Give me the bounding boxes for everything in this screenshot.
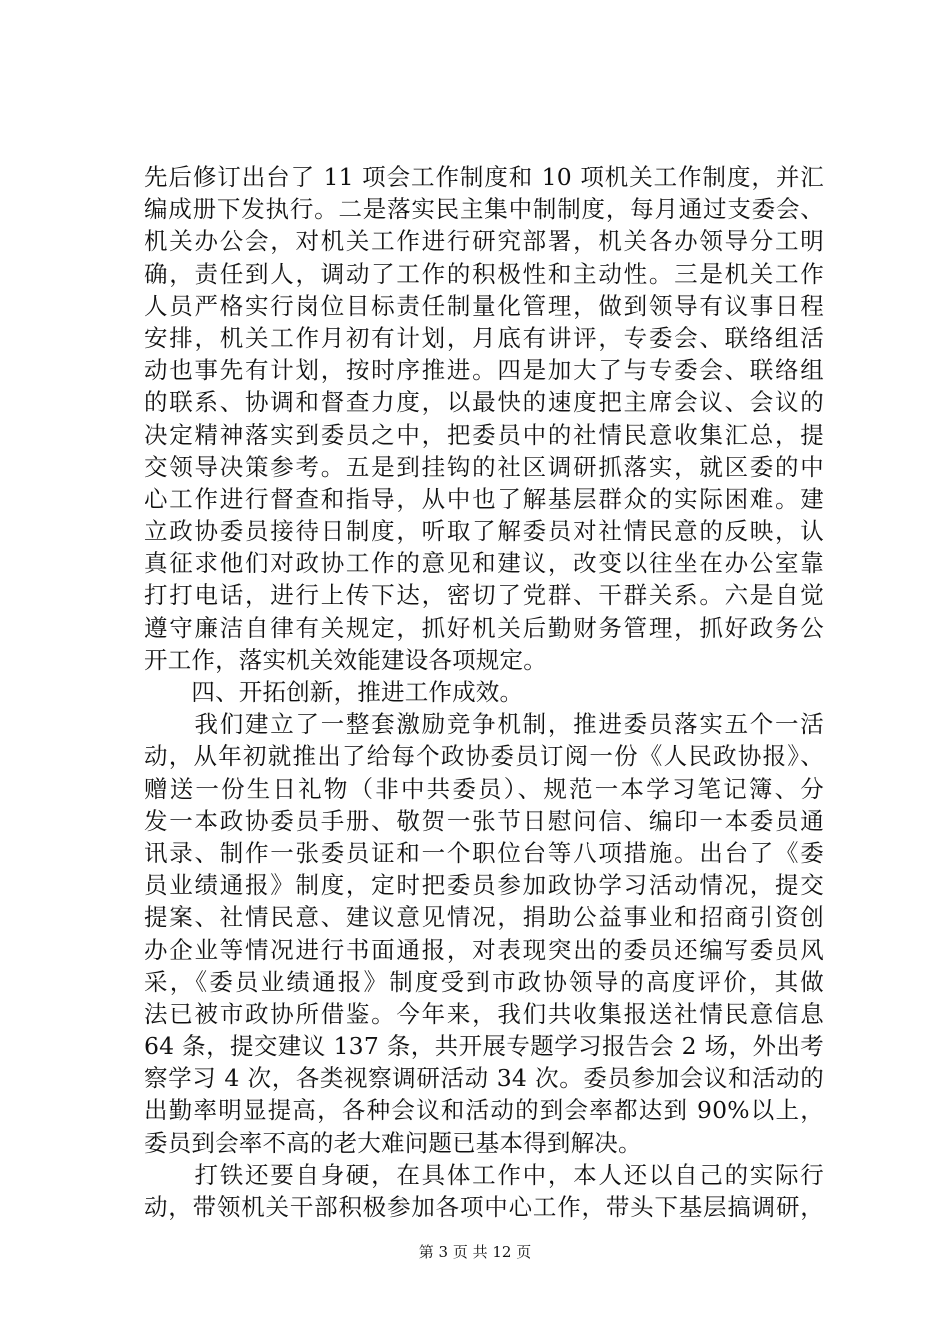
text-line-8: 的联系、协调和督查力度，以最快的速度把主席会议、会议的 (144, 388, 824, 417)
text-line-26: 采，《委员业绩通报》制度受到市政协领导的高度评价，其做 (144, 967, 824, 996)
text-line-30: 出勤率明显提高，各种会议和活动的到会率都达到 90%以上， (144, 1096, 824, 1125)
text-line-5: 人员严格实行岗位目标责任制量化管理，做到领导有议事日程 (144, 291, 824, 320)
text-line-21: 发一本政协委员手册、敬贺一张节日慰问信、编印一本委员通 (144, 806, 824, 835)
text-line-11: 心工作进行督查和指导，从中也了解基层群众的实际困难。建 (144, 484, 824, 513)
text-line-29: 察学习 4 次，各类视察调研活动 34 次。委员参加会议和活动的 (144, 1064, 824, 1093)
text-line-6: 安排，机关工作月初有计划，月底有讲评，专委会、联络组活 (144, 323, 824, 352)
text-line-18: 我们建立了一整套激励竞争机制，推进委员落实五个一活 (144, 710, 824, 739)
text-line-25: 办企业等情况进行书面通报，对表现突出的委员还编写委员风 (144, 935, 824, 964)
text-line-12: 立政协委员接待日制度，听取了解委员对社情民意的反映，认 (144, 517, 824, 546)
text-line-4: 确，责任到人，调动了工作的积极性和主动性。三是机关工作 (144, 259, 824, 288)
section-heading: 四、开拓创新，推进工作成效。 (144, 678, 524, 706)
body-text (144, 161, 824, 1223)
text-line-9: 决定精神落实到委员之中，把委员中的社情民意收集汇总，提 (144, 420, 824, 449)
text-line-22: 讯录、制作一张委员证和一个职位台等八项措施。出台了《委 (144, 838, 824, 867)
text-line-20: 赠送一份生日礼物（非中共委员）、规范一本学习笔记簿、分 (144, 774, 824, 803)
text-line-28: 64 条，提交建议 137 条，共开展专题学习报告会 2 场，外出考 (144, 1032, 824, 1061)
text-line-16: 开工作，落实机关效能建设各项规定。 (144, 645, 547, 674)
text-line-33: 动，带领机关干部积极参加各项中心工作，带头下基层搞调研， (144, 1193, 824, 1221)
text-line-23: 员业绩通报》制度，定时把委员参加政协学习活动情况，提交 (144, 871, 824, 900)
text-line-13: 真征求他们对政协工作的意见和建议，改变以往坐在办公室靠 (144, 549, 824, 578)
text-line-15: 遵守廉洁自律有关规定，抓好机关后勤财务管理，抓好政务公 (144, 613, 824, 642)
text-line-31: 委员到会率不高的老大难问题已基本得到解决。 (144, 1128, 642, 1157)
text-line-7: 动也事先有计划，按时序推进。四是加大了与专委会、联络组 (144, 356, 824, 385)
page-number-footer: 第 3 页 共 12 页 (418, 1243, 532, 1261)
text-line-3: 机关办公会，对机关工作进行研究部署，机关各办领导分工明 (144, 227, 824, 256)
text-line-10: 交领导决策参考。五是到挂钩的社区调研抓落实，就区委的中 (144, 452, 824, 481)
text-line-24: 提案、社情民意、建议意见情况，捐助公益事业和招商引资创 (144, 903, 824, 932)
text-line-14: 打打电话，进行上传下达，密切了党群、干群关系。六是自觉 (144, 581, 824, 610)
text-line-27: 法已被市政协所借鉴。今年来，我们共收集报送社情民意信息 (144, 999, 824, 1028)
text-line-2: 编成册下发执行。二是落实民主集中制制度，每月通过支委会、 (144, 195, 824, 224)
text-line-32: 打铁还要自身硬，在具体工作中，本人还以自己的实际行 (144, 1160, 824, 1189)
text-line-1: 先后修订出台了 11 项会工作制度和 10 项机关工作制度，并汇 (144, 163, 824, 191)
text-line-19: 动，从年初就推出了给每个政协委员订阅一份《人民政协报》、 (144, 742, 824, 771)
